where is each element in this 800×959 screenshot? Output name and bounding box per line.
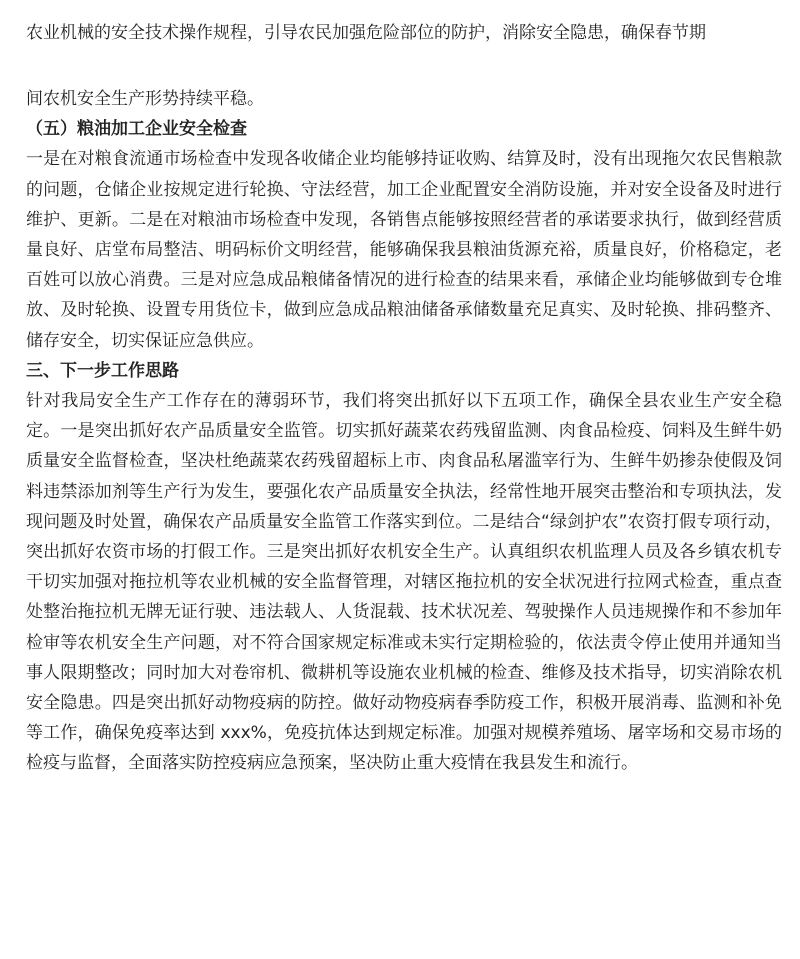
paragraph-next-steps: 针对我局安全生产工作存在的薄弱环节，我们将突出抓好以下五项工作，确保全县农业生产安全稳定。一是突出抓好农产品质量安全监管。切实抓好蔬菜农药残留监测、肉食品检疫、饲料及生鲜牛奶质量安全监督检查，坚决杜绝蔬菜农药残留超标上市、肉食品私屠滥宰行为、生鲜牛奶掺杂使假及饲料违禁添加剂等生产行为发生，要强化农产品质量安全执法，经常性地开展突击整治和专项执法，发现问题及时处置，确保农产品质量安全监管工作落实到位。二是结合“绿剑护农”农资打假专项行动，突出抓好农资市场的打假工作。三是突出抓好农机安全生产。认真组织农机监理人员及各乡镇农机专干切实加强对拖拉机等农业机械的安全监督管理，对辖区拖拉机的安全状况进行拉网式检查，重点查处整治拖拉机无牌无证行驶、违法载人、人货混载、技术状况差、驾驶操作人员违规操作和不参加年检审等农机安全生产问题，对不符合国家规定标准或未实行定期检验的，依法责令停止使用并通知当事人限期整改；同时加大对卷帘机、微耕机等设施农业机械的检查、维修及技术指导，切实消除农机安全隐患。四是突出抓好动物疫病的防控。做好动物疫病春季防疫工作，积极开展消毒、监测和补免等工作，确保免疫率达到 xxx%，免疫抗体达到规定标准。加强对规模养殖场、屠宰场和交易市场的检疫与监督，全面落实防控疫病应急预案，坚决防止重大疫情在我县发生和流行。 — [26, 391, 782, 774]
cut-off-previous-lines — [26, 0, 782, 52]
section-heading-grain-oil: （五）粮油加工企业安全检查 — [26, 119, 247, 140]
previous-line-partial — [26, 0, 782, 15]
paragraph-continuation: 间农机安全生产形势持续平稳。 — [26, 89, 264, 109]
document-body — [26, 84, 782, 779]
paragraph-grain-oil-inspection: 一是在对粮食流通市场检查中发现各收储企业均能够持证收购、结算及时，没有出现拖欠农民售粮款的问题，仓储企业按规定进行轮换、守法经营，加工企业配置安全消防设施，并对安全设备及时进行维护、更新。二是在对粮油市场检查中发现，各销售点能够按照经营者的承诺要求执行，做到经营质量良好、店堂布局整洁、明码标价文明经营，能够确保我县粮油货源充裕，质量良好，价格稳定，老百姓可以放心消费。三是对应急成品粮储备情况的进行检查的结果来看，承储企业均能够做到专仓堆放、及时轮换、设置专用货位卡，做到应急成品粮油储备承储数量充足真实、及时轮换、排码整齐、储存安全，切实保证应急供应。 — [26, 149, 782, 351]
previous-line: 农业机械的安全技术操作规程，引导农民加强危险部位的防护，消除安全隐患，确保春节期 — [26, 23, 706, 43]
section-heading-next-steps: 三、下一步工作思路 — [26, 360, 179, 381]
